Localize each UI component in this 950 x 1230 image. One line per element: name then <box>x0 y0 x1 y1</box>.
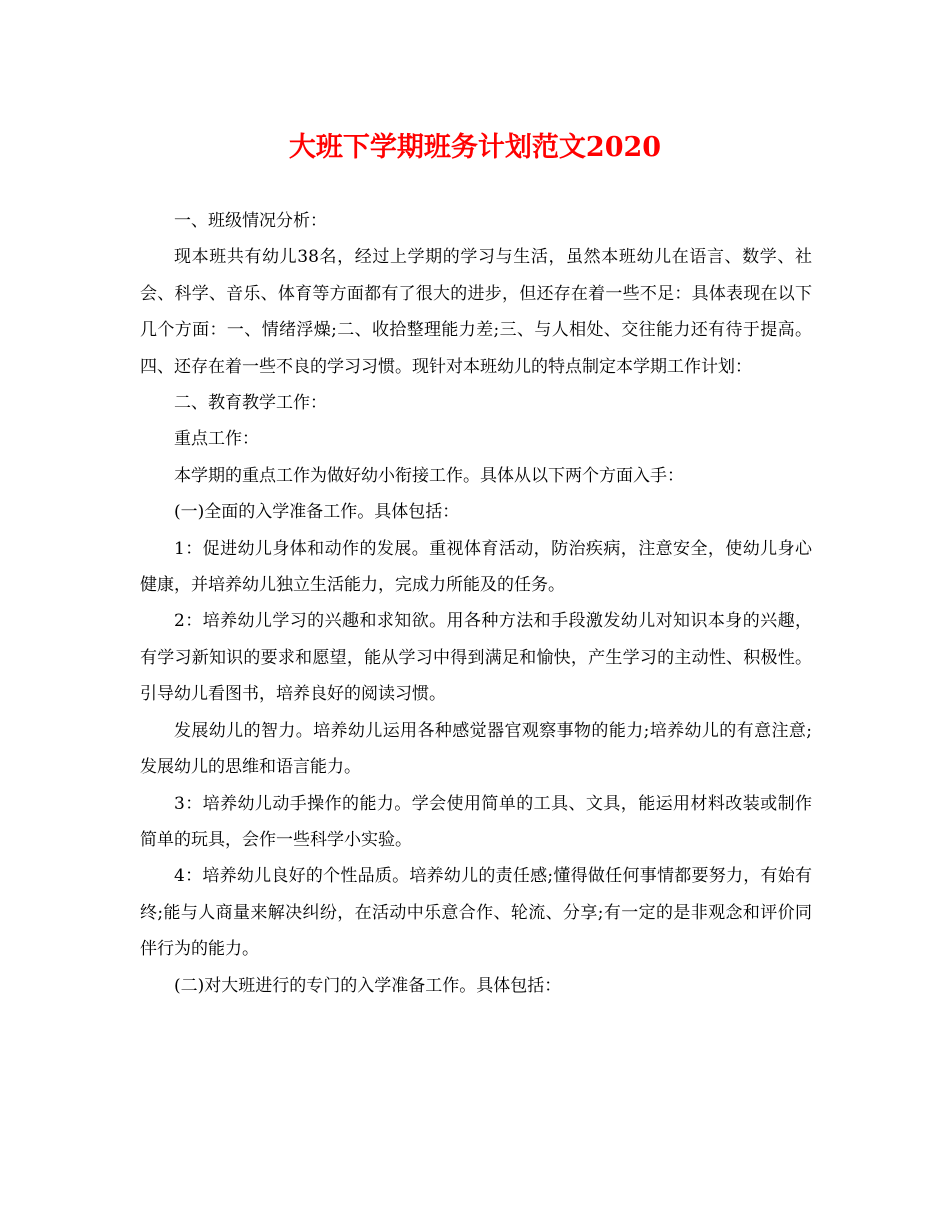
paragraph-item-2: 2：培养幼儿学习的兴趣和求知欲。用各种方法和手段激发幼儿对知识本身的兴趣，有学习新知识的要求和愿望，能从学习中得到满足和愉快，产生学习的主动性、积极性。引导幼儿看图书，培养良好的阅读习惯。 <box>140 611 812 705</box>
paragraph-section-1-heading: 一、班级情况分析： <box>174 211 327 231</box>
paragraph-key-work-intro: 本学期的重点工作为做好幼小衔接工作。具体从以下两个方面入手： <box>174 465 684 486</box>
paragraph-item-1: 1：促进幼儿身体和动作的发展。重视体育活动，防治疾病，注意安全，使幼儿身心健康，并培养幼儿独立生活能力，完成力所能及的任务。 <box>140 538 812 596</box>
paragraph-item-3: 3：培养幼儿动手操作的能力。学会使用简单的工具、文具，能运用材料改装或制作简单的玩具，会作一些科学小实验。 <box>140 793 812 850</box>
document-body <box>140 203 812 1004</box>
paragraph-item-4: 4：培养幼儿良好的个性品质。培养幼儿的责任感;懂得做任何事情都要努力，有始有终;能与人商量来解决纠纷，在活动中乐意合作、轮流、分享;有一定的是非观念和评价同伴行为的能力。 <box>140 866 812 960</box>
paragraph-subsection-2-heading: (二)对大班进行的专门的入学准备工作。具体包括： <box>174 975 562 996</box>
paragraph-class-analysis: 现本班共有幼儿38名，经过上学期的学习与生活，虽然本班幼儿在语言、数学、社会、科学、音乐、体育等方面都有了很大的进步，但还存在着一些不足：具体表现在以下几个方面：一、情绪浮燥;二、收拾整理能力差;三、与人相处、交往能力还有待于提高。四、还存在着一些不良的学习习惯。现针对本班幼儿的特点制定本学期工作计划： <box>140 247 812 377</box>
paragraph-subsection-1-heading: (一)全面的入学准备工作。具体包括： <box>174 502 460 523</box>
paragraph-intelligence: 发展幼儿的智力。培养幼儿运用各种感觉器官观察事物的能力;培养幼儿的有意注意;发展幼儿的思维和语言能力。 <box>140 720 812 778</box>
paragraph-section-2-heading: 二、教育教学工作： <box>174 393 327 414</box>
document-title: 大班下学期班务计划范文2020 <box>288 132 662 163</box>
paragraph-key-work-heading: 重点工作： <box>174 429 259 450</box>
